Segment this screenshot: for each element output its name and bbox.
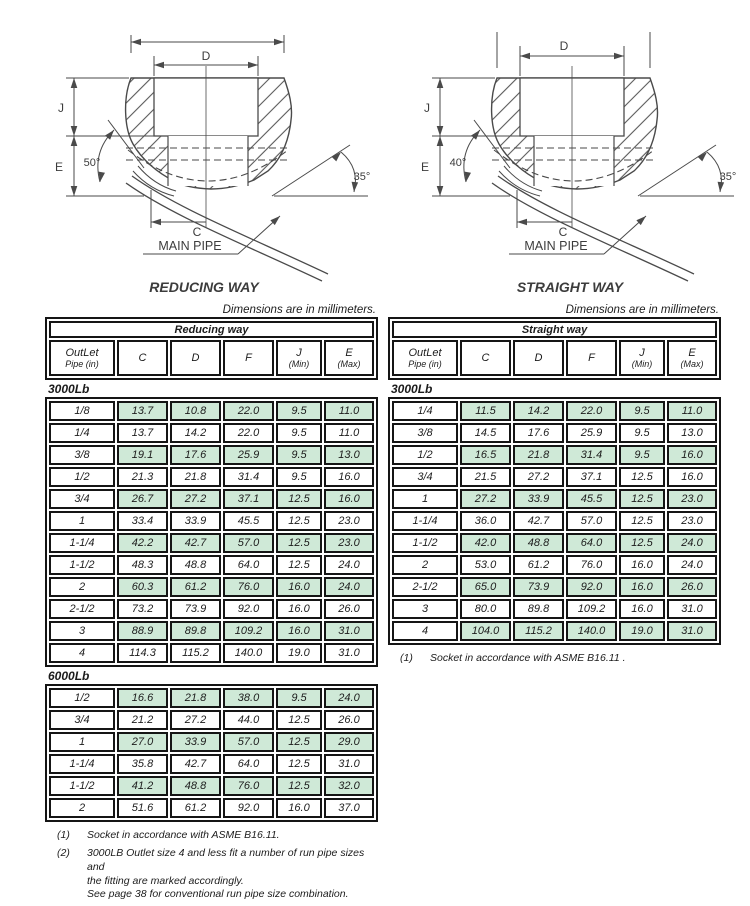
table-row [49, 423, 374, 443]
dimension-value-cell: 32.0 [324, 776, 374, 796]
dimension-value-cell: 12.5 [619, 489, 665, 509]
dimension-value-cell: 73.9 [513, 577, 564, 597]
dimension-value-cell: 11.0 [324, 401, 374, 421]
footnote-number: (2) [57, 846, 70, 859]
dimension-value-cell: 48.3 [117, 555, 168, 575]
outlet-size-cell: 2 [49, 798, 115, 818]
dimension-value-cell: 16.0 [276, 599, 322, 619]
dimension-value-cell: 51.6 [117, 798, 168, 818]
dimension-value-cell: 22.0 [566, 401, 617, 421]
table-row [49, 555, 374, 575]
dimension-value-cell: 42.7 [513, 511, 564, 531]
dimension-value-cell: 9.5 [276, 401, 322, 421]
outlet-size-cell: 1/2 [49, 688, 115, 708]
reducing-table-header [45, 317, 378, 380]
table-row [392, 577, 717, 597]
table-title: Reducing way [49, 321, 374, 338]
dimension-value-cell: 9.5 [619, 445, 665, 465]
dimension-value-cell: 45.5 [566, 489, 617, 509]
column-header-outlet: OutLet Pipe (in) [392, 340, 458, 376]
outlet-size-cell: 2 [49, 577, 115, 597]
outlet-size-cell: 1-1/2 [392, 533, 458, 553]
dimension-value-cell: 25.9 [223, 445, 274, 465]
outlet-size-cell: 1-1/2 [49, 555, 115, 575]
dimension-value-cell: 12.5 [276, 710, 322, 730]
dimension-value-cell: 42.2 [117, 533, 168, 553]
dimension-value-cell: 37.1 [223, 489, 274, 509]
dimension-value-cell: 115.2 [513, 621, 564, 641]
outlet-size-cell: 1-1/2 [49, 776, 115, 796]
dim-label-d: D [559, 39, 569, 53]
dimension-value-cell: 76.0 [223, 776, 274, 796]
outlet-size-cell: 3/8 [49, 445, 115, 465]
dimension-value-cell: 24.0 [667, 555, 717, 575]
dimension-value-cell: 12.5 [276, 533, 322, 553]
table-row [392, 401, 717, 421]
table-row [49, 445, 374, 465]
dimension-value-cell: 64.0 [566, 533, 617, 553]
footnote [45, 847, 378, 902]
dimension-value-cell: 22.0 [223, 423, 274, 443]
dimension-value-cell: 27.2 [460, 489, 511, 509]
dimension-value-cell: 31.0 [667, 621, 717, 641]
outlet-size-cell: 1 [49, 732, 115, 752]
dimension-value-cell: 33.9 [513, 489, 564, 509]
outlet-size-cell: 1-1/4 [49, 754, 115, 774]
straight-way-diagram [392, 8, 740, 300]
dimension-value-cell: 16.0 [324, 467, 374, 487]
dimension-value-cell: 26.0 [667, 577, 717, 597]
dimension-value-cell: 13.7 [117, 423, 168, 443]
dimension-value-cell: 13.0 [324, 445, 374, 465]
dimension-value-cell: 14.2 [513, 401, 564, 421]
dimension-value-cell: 16.5 [460, 445, 511, 465]
dimension-value-cell: 31.0 [324, 754, 374, 774]
main-pipe-label: MAIN PIPE [524, 239, 588, 253]
diagram-caption: STRAIGHT WAY [516, 279, 624, 295]
table-row [49, 754, 374, 774]
dimension-table [45, 397, 378, 667]
outlet-size-cell: 1 [392, 489, 458, 509]
dimension-value-cell: 42.7 [170, 754, 221, 774]
dimension-value-cell: 16.0 [276, 577, 322, 597]
dimension-value-cell: 9.5 [619, 423, 665, 443]
table-row [49, 577, 374, 597]
dimension-value-cell: 21.8 [170, 467, 221, 487]
table-row [392, 599, 717, 619]
dimension-value-cell: 115.2 [170, 643, 221, 663]
table-row [392, 511, 717, 531]
table-row [49, 688, 374, 708]
dimension-value-cell: 73.2 [117, 599, 168, 619]
straight-table-sections [388, 382, 721, 645]
dimension-value-cell: 38.0 [223, 688, 274, 708]
dimension-value-cell: 61.2 [170, 577, 221, 597]
dim-label-e: E [54, 160, 64, 174]
dimension-value-cell: 21.5 [460, 467, 511, 487]
dimension-value-cell: 92.0 [566, 577, 617, 597]
dimension-value-cell: 80.0 [460, 599, 511, 619]
dim-label-d: D [201, 49, 211, 63]
dimension-value-cell: 9.5 [276, 445, 322, 465]
dimension-value-cell: 65.0 [460, 577, 511, 597]
table-row [49, 599, 374, 619]
dimension-value-cell: 17.6 [170, 445, 221, 465]
dimension-table [45, 684, 378, 822]
dimension-value-cell: 16.6 [117, 688, 168, 708]
dimension-value-cell: 48.8 [170, 555, 221, 575]
straight-table-area [388, 304, 721, 670]
units-note: Dimensions are in millimeters. [565, 304, 719, 316]
dimension-value-cell: 26.0 [324, 710, 374, 730]
outlet-size-cell: 1/4 [392, 401, 458, 421]
dimension-value-cell: 12.5 [276, 732, 322, 752]
dimension-value-cell: 12.5 [276, 555, 322, 575]
table-row [392, 621, 717, 641]
column-header-e-max: E (Max) [667, 340, 717, 376]
units-note: Dimensions are in millimeters. [222, 304, 376, 316]
dimension-value-cell: 76.0 [566, 555, 617, 575]
dimension-value-cell: 45.5 [223, 511, 274, 531]
footnote-number: (1) [400, 652, 413, 664]
straight-footnotes [388, 652, 721, 666]
reducing-table-sections [45, 382, 378, 822]
table-row [49, 533, 374, 553]
column-header-d: D [170, 340, 221, 376]
dimension-value-cell: 12.5 [619, 467, 665, 487]
column-header-outlet: OutLet Pipe (in) [49, 340, 115, 376]
outlet-size-cell: 2-1/2 [392, 577, 458, 597]
dimension-value-cell: 19.1 [117, 445, 168, 465]
table-title: Straight way [392, 321, 717, 338]
table-row [392, 489, 717, 509]
dimension-value-cell: 16.0 [667, 467, 717, 487]
outlet-size-cell: 1-1/4 [392, 511, 458, 531]
dimension-value-cell: 14.5 [460, 423, 511, 443]
footnote-text-line: Socket in accordance with ASME B16.11. [87, 829, 280, 841]
dimension-value-cell: 21.3 [117, 467, 168, 487]
footnote-text-line: the fitting are marked accordingly. [87, 874, 244, 887]
dimension-value-cell: 33.4 [117, 511, 168, 531]
dimension-value-cell: 25.9 [566, 423, 617, 443]
dimension-value-cell: 31.0 [324, 643, 374, 663]
column-header-d: D [513, 340, 564, 376]
dimension-value-cell: 35.8 [117, 754, 168, 774]
column-header-e-max: E (Max) [324, 340, 374, 376]
dimension-value-cell: 31.0 [667, 599, 717, 619]
dimension-value-cell: 89.8 [170, 621, 221, 641]
dimension-value-cell: 27.2 [170, 710, 221, 730]
side-angle-label: 40° [449, 157, 467, 169]
dimension-value-cell: 13.0 [667, 423, 717, 443]
dimension-value-cell: 11.0 [667, 401, 717, 421]
dimension-value-cell: 16.0 [619, 599, 665, 619]
dimension-value-cell: 33.9 [170, 511, 221, 531]
dimension-value-cell: 12.5 [276, 754, 322, 774]
footnote [45, 829, 378, 843]
outlet-size-cell: 1/8 [49, 401, 115, 421]
dimension-value-cell: 33.9 [170, 732, 221, 752]
table-row [392, 467, 717, 487]
branch-angle-label: 35° [353, 171, 371, 183]
dimension-value-cell: 9.5 [276, 688, 322, 708]
dimension-value-cell: 27.2 [170, 489, 221, 509]
pressure-class-label: 3000Lb [391, 382, 433, 396]
dimension-value-cell: 57.0 [566, 511, 617, 531]
table-row [49, 710, 374, 730]
dimension-value-cell: 88.9 [117, 621, 168, 641]
column-header-f: F [223, 340, 274, 376]
dimension-value-cell: 16.0 [276, 621, 322, 641]
dimension-value-cell: 29.0 [324, 732, 374, 752]
column-header-f: F [566, 340, 617, 376]
table-row [49, 621, 374, 641]
dimension-value-cell: 140.0 [223, 643, 274, 663]
dimension-value-cell: 16.0 [324, 489, 374, 509]
dimension-value-cell: 19.0 [619, 621, 665, 641]
table-row [49, 776, 374, 796]
dimension-value-cell: 23.0 [667, 489, 717, 509]
dimension-value-cell: 21.2 [117, 710, 168, 730]
dimension-value-cell: 37.0 [324, 798, 374, 818]
dimension-value-cell: 61.2 [513, 555, 564, 575]
dimension-value-cell: 31.4 [566, 445, 617, 465]
main-pipe-label: MAIN PIPE [158, 239, 222, 253]
dimension-value-cell: 16.0 [276, 798, 322, 818]
table-row [392, 555, 717, 575]
table-row [392, 533, 717, 553]
side-angle-label: 50° [83, 157, 101, 169]
dim-label-e: E [420, 160, 430, 174]
table-row [49, 732, 374, 752]
footnote-text-line: See page 38 for conventional run pipe size combination. [87, 888, 349, 901]
dimension-value-cell: 89.8 [513, 599, 564, 619]
dimension-value-cell: 48.8 [513, 533, 564, 553]
dimension-value-cell: 16.0 [619, 555, 665, 575]
dimension-value-cell: 24.0 [324, 555, 374, 575]
outlet-size-cell: 1/2 [49, 467, 115, 487]
dimension-value-cell: 64.0 [223, 754, 274, 774]
dimension-value-cell: 23.0 [324, 511, 374, 531]
dimension-value-cell: 37.1 [566, 467, 617, 487]
dimension-value-cell: 27.2 [513, 467, 564, 487]
outlet-size-cell: 1/4 [49, 423, 115, 443]
pressure-class-label: 6000Lb [48, 669, 90, 683]
reducing-table-area [45, 304, 378, 906]
straight-table-header [388, 317, 721, 380]
dimension-value-cell: 19.0 [276, 643, 322, 663]
dimension-value-cell: 31.0 [324, 621, 374, 641]
dimension-value-cell: 12.5 [619, 533, 665, 553]
outlet-size-cell: 1-1/4 [49, 533, 115, 553]
outlet-size-cell: 3/4 [49, 710, 115, 730]
pressure-class-label: 3000Lb [48, 382, 90, 396]
table-row [49, 798, 374, 818]
column-header-c: C [460, 340, 511, 376]
dimension-value-cell: 73.9 [170, 599, 221, 619]
outlet-size-cell: 3/4 [392, 467, 458, 487]
table-row [49, 511, 374, 531]
dimension-value-cell: 26.7 [117, 489, 168, 509]
dimension-value-cell: 9.5 [276, 423, 322, 443]
outlet-size-cell: 1 [49, 511, 115, 531]
dim-label-j: J [58, 101, 64, 115]
dimension-value-cell: 48.8 [170, 776, 221, 796]
reducing-way-diagram [26, 8, 374, 300]
outlet-size-cell: 4 [392, 621, 458, 641]
dimension-value-cell: 12.5 [276, 489, 322, 509]
outlet-size-cell: 3/4 [49, 489, 115, 509]
dimension-value-cell: 14.2 [170, 423, 221, 443]
dimension-value-cell: 92.0 [223, 599, 274, 619]
dimension-value-cell: 109.2 [566, 599, 617, 619]
column-header-j-min: J (Min) [619, 340, 665, 376]
dimension-value-cell: 109.2 [223, 621, 274, 641]
reducing-footnotes [45, 829, 378, 902]
table-row [49, 401, 374, 421]
dimension-value-cell: 13.7 [117, 401, 168, 421]
outlet-size-cell: 3 [392, 599, 458, 619]
dimension-value-cell: 31.4 [223, 467, 274, 487]
dimension-value-cell: 57.0 [223, 533, 274, 553]
dimension-value-cell: 12.5 [276, 776, 322, 796]
dim-label-c: C [558, 225, 568, 239]
dim-label-j: J [424, 101, 430, 115]
dimension-value-cell: 16.0 [619, 577, 665, 597]
dimension-value-cell: 57.0 [223, 732, 274, 752]
dimension-value-cell: 27.0 [117, 732, 168, 752]
dimension-value-cell: 64.0 [223, 555, 274, 575]
column-header-j-min: J (Min) [276, 340, 322, 376]
dimension-value-cell: 9.5 [619, 401, 665, 421]
branch-angle-label: 35° [719, 171, 737, 183]
dimension-value-cell: 114.3 [117, 643, 168, 663]
dimension-value-cell: 92.0 [223, 798, 274, 818]
dimension-value-cell: 140.0 [566, 621, 617, 641]
dimension-value-cell: 104.0 [460, 621, 511, 641]
dimension-value-cell: 11.5 [460, 401, 511, 421]
outlet-size-cell: 2 [392, 555, 458, 575]
dimension-value-cell: 17.6 [513, 423, 564, 443]
outlet-size-cell: 4 [49, 643, 115, 663]
dimension-value-cell: 44.0 [223, 710, 274, 730]
dimension-value-cell: 41.2 [117, 776, 168, 796]
footnote-text-line: 3000LB Outlet size 4 and less fit a number of run pipe sizes and [87, 846, 365, 873]
dimension-value-cell: 60.3 [117, 577, 168, 597]
dimension-table [388, 397, 721, 645]
dimension-value-cell: 10.8 [170, 401, 221, 421]
dimension-value-cell: 12.5 [276, 511, 322, 531]
table-row [49, 467, 374, 487]
footnote [388, 652, 721, 666]
footnote-text-line: Socket in accordance with ASME B16.11 . [430, 652, 626, 664]
diagram-caption: REDUCING WAY [149, 279, 259, 295]
dim-label-c: C [192, 225, 202, 239]
outlet-size-cell: 3/8 [392, 423, 458, 443]
dimension-value-cell: 24.0 [324, 577, 374, 597]
dimension-value-cell: 16.0 [667, 445, 717, 465]
dimension-value-cell: 23.0 [324, 533, 374, 553]
dimension-value-cell: 24.0 [667, 533, 717, 553]
dimension-value-cell: 24.0 [324, 688, 374, 708]
dimension-value-cell: 11.0 [324, 423, 374, 443]
table-row [49, 643, 374, 663]
table-row [49, 489, 374, 509]
dimension-value-cell: 12.5 [619, 511, 665, 531]
outlet-size-cell: 2-1/2 [49, 599, 115, 619]
dimension-value-cell: 36.0 [460, 511, 511, 531]
dimension-value-cell: 53.0 [460, 555, 511, 575]
dimension-value-cell: 61.2 [170, 798, 221, 818]
outlet-size-cell: 1/2 [392, 445, 458, 465]
dimension-value-cell: 21.8 [170, 688, 221, 708]
dimension-value-cell: 22.0 [223, 401, 274, 421]
table-row [392, 423, 717, 443]
table-row [392, 445, 717, 465]
dimension-value-cell: 26.0 [324, 599, 374, 619]
dimension-value-cell: 76.0 [223, 577, 274, 597]
dimension-value-cell: 23.0 [667, 511, 717, 531]
column-header-c: C [117, 340, 168, 376]
dimension-value-cell: 21.8 [513, 445, 564, 465]
outlet-size-cell: 3 [49, 621, 115, 641]
dimension-value-cell: 9.5 [276, 467, 322, 487]
dimension-value-cell: 42.7 [170, 533, 221, 553]
footnote-number: (1) [57, 829, 70, 841]
dimension-value-cell: 42.0 [460, 533, 511, 553]
